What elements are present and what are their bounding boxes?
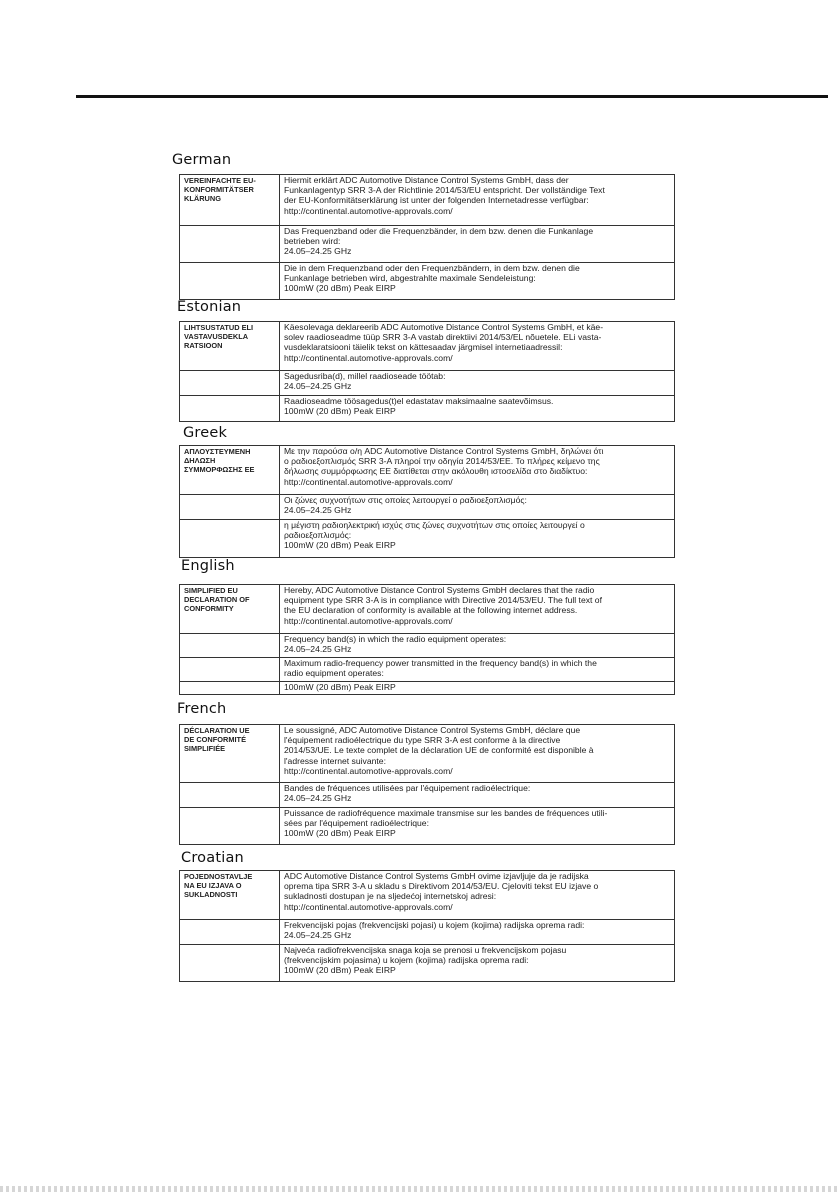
empty-cell: [180, 920, 280, 945]
language-heading: French: [177, 701, 227, 717]
empty-cell: [180, 495, 280, 520]
declaration-text: Le soussigné, ADC Automotive Distance Control Systems GmbH, déclare que l'équipement radioélectrique du type SRR 3-A est conforme à la directive 2014/53/UE. Le texte complet de la déclaration UE de conformité est disponible à l'adresse internet suivante: http://continental.automotive-approvals.com/: [280, 725, 675, 783]
page-bottom-edge: [0, 1186, 840, 1192]
language-heading: German: [172, 152, 232, 168]
language-heading: Greek: [183, 425, 228, 441]
language-heading: Estonian: [177, 299, 242, 315]
max-power-text: Maximum radio-frequency power transmitted in the frequency band(s) in which the radio equipment operates:: [280, 658, 675, 682]
declaration-text: ADC Automotive Distance Control Systems GmbH ovime izjavljuje da je radijska oprema tipa SRR 3-A u skladu s Direktivom 2014/53/EU. Cjeloviti tekst EU izjave o sukladnosti dostupan je na sljedećoj internetskoj adresi: http://continental.automotive-approvals.com/: [280, 871, 675, 920]
empty-cell: [180, 658, 280, 682]
declaration-label: POJEDNOSTAVLJE NA EU IZJAVA O SUKLADNOSTI: [180, 871, 280, 920]
header-rule: [76, 95, 828, 98]
declaration-table: [179, 870, 675, 982]
empty-cell: [180, 396, 280, 422]
empty-cell: [180, 682, 280, 695]
max-power-text: Najveća radiofrekvencijska snaga koja se prenosi u frekvencijskom pojasu (frekvencijskim pojasima) u kojem (kojima) radijska oprema radi: 100mW (20 dBm) Peak EIRP: [280, 945, 675, 982]
empty-cell: [180, 808, 280, 845]
max-power-text: Raadioseadme töösagedus(t)el edastatav maksimaalne saatevõimsus. 100mW (20 dBm) Peak EIRP: [280, 396, 675, 422]
empty-cell: [180, 263, 280, 300]
language-heading: English: [181, 558, 235, 574]
frequency-band-text: Frekvencijski pojas (frekvencijski pojasi) u kojem (kojima) radijska oprema radi: 24.05–24.25 GHz: [280, 920, 675, 945]
frequency-band-text: Das Frequenzband oder die Frequenzbänder, in dem bzw. denen die Funkanlage betrieben wird: 24.05–24.25 GHz: [280, 226, 675, 263]
frequency-band-text: Bandes de fréquences utilisées par l'équipement radioélectrique: 24.05–24.25 GHz: [280, 783, 675, 808]
declaration-table: [179, 584, 675, 695]
language-heading: Croatian: [181, 850, 244, 866]
empty-cell: [180, 520, 280, 558]
max-power-value: 100mW (20 dBm) Peak EIRP: [280, 682, 675, 695]
declaration-label: DÉCLARATION UE DE CONFORMITÉ SIMPLIFIÉE: [180, 725, 280, 783]
declaration-text: Hiermit erklärt ADC Automotive Distance Control Systems GmbH, dass der Funkanlagentyp SRR 3-A der Richtlinie 2014/53/EU entspricht. Der vollständige Text der EU-Konformitätserklärung ist unter der folgenden Internetadresse verfügbar: http://continental.automotive-approvals.com/: [280, 175, 675, 226]
max-power-text: Die in dem Frequenzband oder den Frequenzbändern, in dem bzw. denen die Funkanlage betrieben wird, abgestrahlte maximale Sendeleistung: 100mW (20 dBm) Peak EIRP: [280, 263, 675, 300]
declaration-label: SIMPLIFIED EU DECLARATION OF CONFORMITY: [180, 585, 280, 634]
empty-cell: [180, 371, 280, 396]
empty-cell: [180, 945, 280, 982]
frequency-band-text: Sagedusriba(d), millel raadioseade töötab: 24.05–24.25 GHz: [280, 371, 675, 396]
declaration-text: Με την παρούσα ο/η ADC Automotive Distance Control Systems GmbH, δηλώνει ότι ο ραδιοεξοπλισμός SRR 3-A πληροί την οδηγία 2014/53/ΕΕ. Το πλήρες κείμενο της δήλωσης συμμόρφωσης ΕΕ διατίθεται στην ακόλουθη ιστοσελίδα στο διαδίκτυο: http://continental.automotive-approvals.com/: [280, 446, 675, 495]
declaration-text: Käesolevaga deklareerib ADC Automotive Distance Control Systems GmbH, et käe- solev raadioseadme tüüp SRR 3-A vastab direktiivi 2014/53/EL nõuetele. ELi vasta- vusdeklaratsiooni täielik tekst on kättesaadav järgmisel internetiaadressil: http://continental.automotive-approvals.com/: [280, 322, 675, 371]
declaration-text: Hereby, ADC Automotive Distance Control Systems GmbH declares that the radio equipment type SRR 3-A is in compliance with Directive 2014/53/EU. The full text of the EU declaration of conformity is available at the following internet address. http://continental.automotive-approvals.com/: [280, 585, 675, 634]
declaration-label: VEREINFACHTE EU- KONFORMITÄTSER KLÄRUNG: [180, 175, 280, 226]
declaration-table: [179, 724, 675, 845]
declaration-label: LIHTSUSTATUD ELI VASTAVUSDEKLA RATSIOON: [180, 322, 280, 371]
declaration-table: [179, 321, 675, 422]
declaration-table: [179, 174, 675, 300]
declaration-table: [179, 445, 675, 558]
frequency-band-text: Οι ζώνες συχνοτήτων στις οποίες λειτουργεί ο ραδιοεξοπλισμός: 24.05–24.25 GHz: [280, 495, 675, 520]
frequency-band-text: Frequency band(s) in which the radio equipment operates: 24.05–24.25 GHz: [280, 634, 675, 658]
empty-cell: [180, 226, 280, 263]
declaration-label: ΑΠΛΟΥΣΤΕΥΜΕΝΗ ΔΗΛΩΣΗ ΣΥΜΜΟΡΦΩΣΗΣ ΕΕ: [180, 446, 280, 495]
max-power-text: η μέγιστη ραδιοηλεκτρική ισχύς στις ζώνες συχνοτήτων στις οποίες λειτουργεί ο ραδιοεξοπλισμός: 100mW (20 dBm) Peak EIRP: [280, 520, 675, 558]
empty-cell: [180, 634, 280, 658]
max-power-text: Puissance de radiofréquence maximale transmise sur les bandes de fréquences utili- sées par l'équipement radioélectrique: 100mW (20 dBm) Peak EIRP: [280, 808, 675, 845]
empty-cell: [180, 783, 280, 808]
